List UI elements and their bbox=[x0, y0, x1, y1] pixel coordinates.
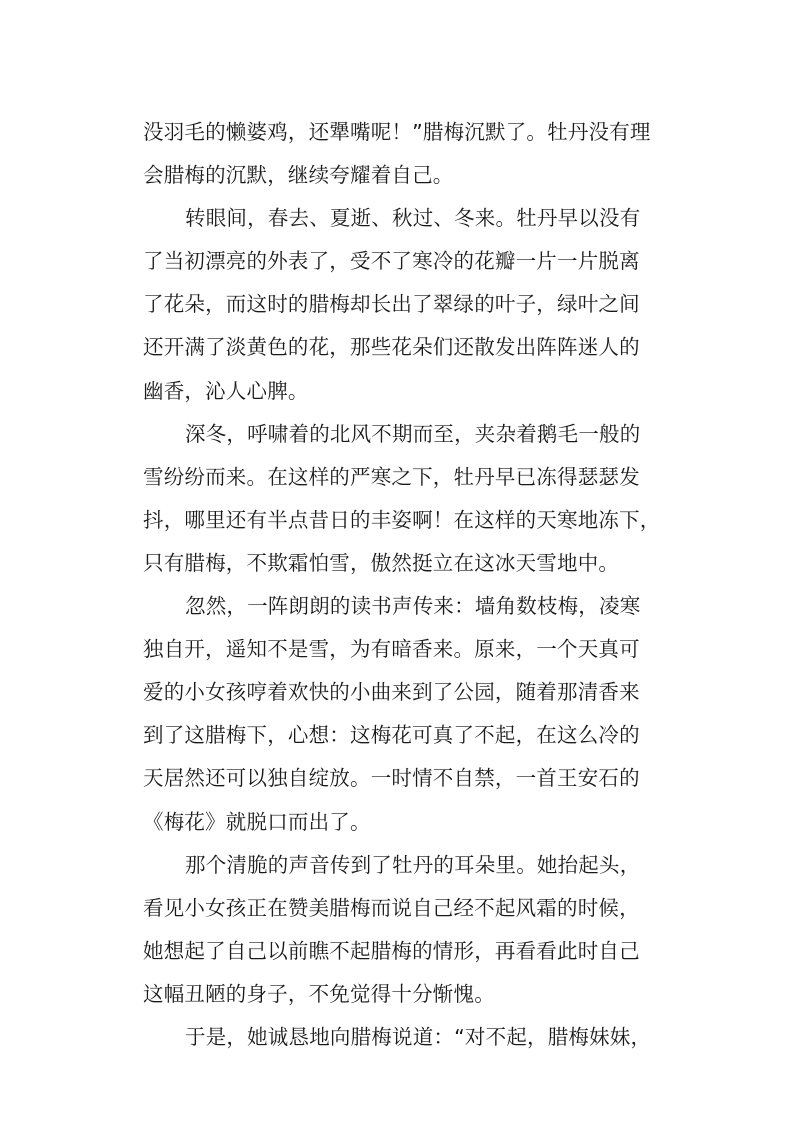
paragraph-line: 幽香，沁人心脾。 bbox=[143, 379, 309, 403]
paragraph-line: 忽然，一阵朗朗的读书声传来：墙角数枝梅，凌寒 bbox=[185, 594, 641, 618]
paragraph-line: 还开满了淡黄色的花，那些花朵们还散发出阵阵迷人的 bbox=[143, 335, 640, 359]
paragraph-line: 那个清脆的声音传到了牡丹的耳朵里。她抬起头， bbox=[185, 853, 641, 877]
paragraph-line: 雪纷纷而来。在这样的严寒之下，牡丹早已冻得瑟瑟发 bbox=[143, 465, 640, 489]
paragraph-line: 独自开，遥知不是雪，为有暗香来。原来，一个天真可 bbox=[143, 637, 640, 661]
paragraph-line: 到了这腊梅下，心想：这梅花可真了不起，在这么冷的 bbox=[143, 723, 640, 747]
paragraph-line: 没羽毛的懒婆鸡，还犟嘴呢！”腊梅沉默了。牡丹没有理 bbox=[143, 120, 651, 144]
paragraph-line: 爱的小女孩哼着欢快的小曲来到了公园，随着那清香来 bbox=[143, 680, 640, 704]
paragraph-line: 天居然还可以独自绽放。一时情不自禁，一首王安石的 bbox=[143, 766, 640, 790]
paragraph-line: 只有腊梅，不欺霜怕雪，傲然挺立在这冰天雪地中。 bbox=[143, 551, 620, 575]
paragraph-line: 这幅丑陋的身子，不免觉得十分惭愧。 bbox=[143, 982, 495, 1006]
paragraph-line: 转眼间，春去、夏逝、秋过、冬来。牡丹早以没有 bbox=[185, 206, 641, 230]
paragraph-line: 会腊梅的沉默，继续夸耀着自己。 bbox=[143, 163, 454, 187]
paragraph-line: 《梅花》就脱口而出了。 bbox=[143, 810, 371, 834]
paragraph-line: 了当初漂亮的外表了，受不了寒冷的花瓣一片一片脱离 bbox=[143, 249, 640, 273]
paragraph-line: 看见小女孩正在赞美腊梅而说自己经不起风霜的时候， bbox=[143, 896, 640, 920]
paragraph-line: 于是，她诚恳地向腊梅说道：“对不起，腊梅妹妹， bbox=[185, 1025, 652, 1049]
paragraph-line: 抖，哪里还有半点昔日的丰姿啊！在这样的天寒地冻下， bbox=[143, 508, 661, 532]
paragraph-line: 她想起了自己以前瞧不起腊梅的情形，再看看此时自己 bbox=[143, 939, 640, 963]
paragraph-line: 了花朵，而这时的腊梅却长出了翠绿的叶子，绿叶之间 bbox=[143, 292, 640, 316]
paragraph-line: 深冬，呼啸着的北风不期而至，夹杂着鹅毛一般的 bbox=[185, 422, 641, 446]
